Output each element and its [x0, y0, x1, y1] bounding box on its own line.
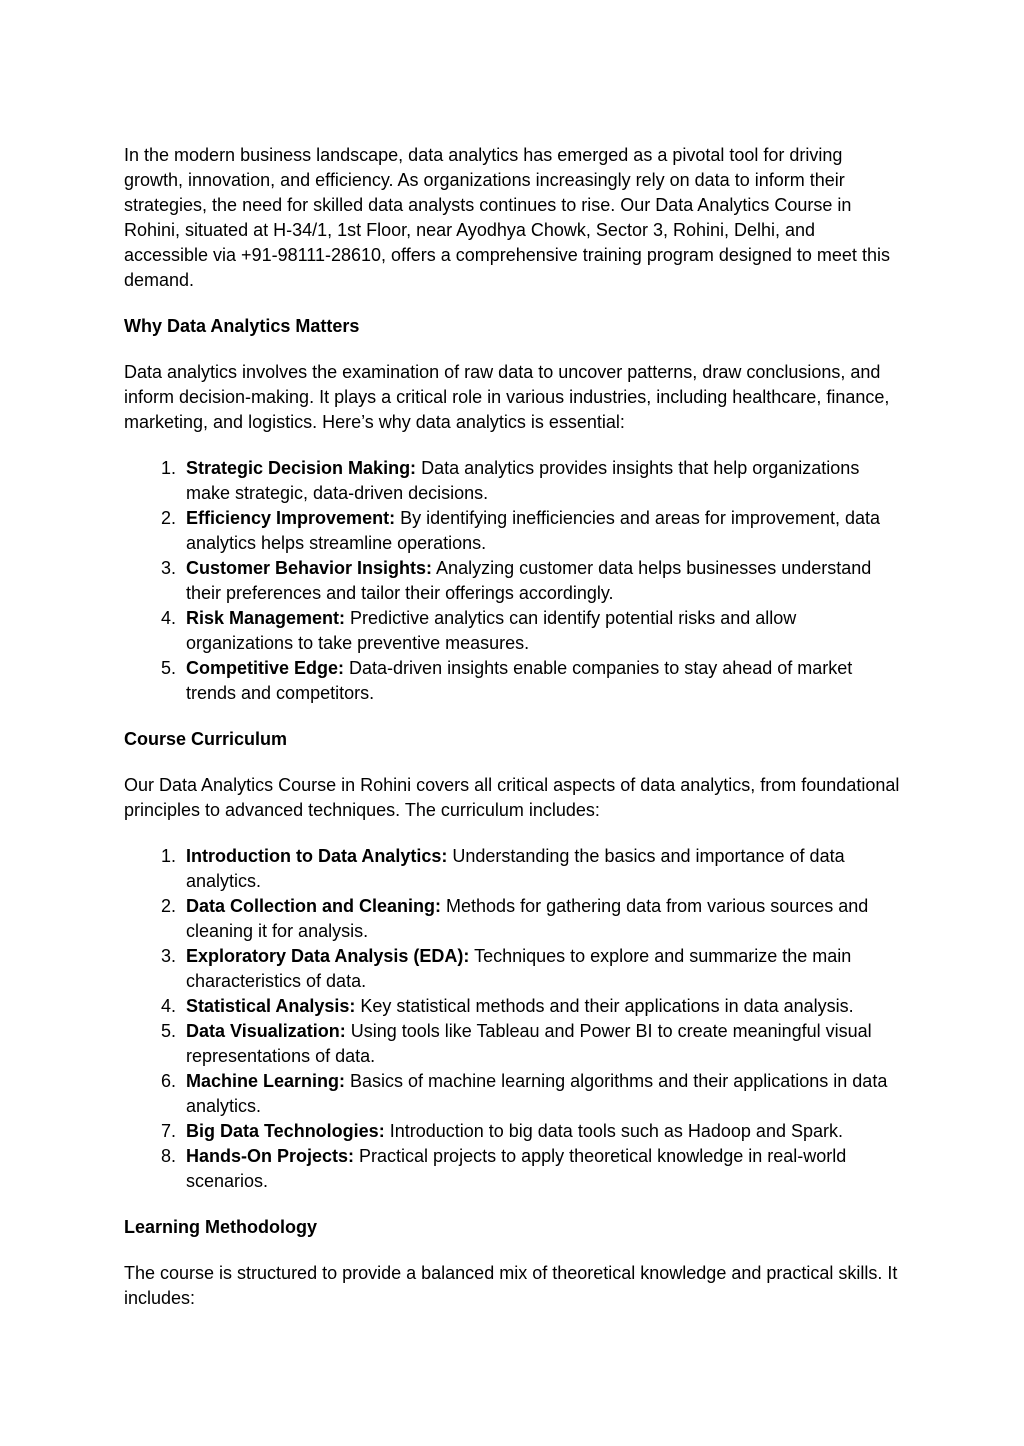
list-item-text: Analyzing customer data helps businesses understand their preferences and tailor their offerings accordingly. — [186, 558, 872, 603]
list-number: 5. — [160, 658, 176, 678]
list-item-term: Risk Management: — [186, 608, 346, 628]
list-item-text: Data analytics provides insights that help organizations make strategic, data-driven decisions. — [186, 458, 860, 503]
list-item — [124, 844, 904, 894]
list-item-term: Efficiency Improvement: — [186, 508, 396, 528]
list-number: 4. — [160, 608, 176, 628]
course-curriculum-list — [124, 844, 904, 1194]
list-number: 5. — [160, 1021, 176, 1041]
list-item — [124, 994, 904, 1019]
list-item-term: Competitive Edge: — [186, 658, 345, 678]
list-number: 2. — [160, 896, 176, 916]
list-number: 3. — [160, 946, 176, 966]
list-number: 4. — [160, 996, 176, 1016]
list-item — [124, 506, 904, 556]
list-item-text: Understanding the basics and importance of data analytics. — [186, 846, 845, 891]
intro-paragraph: In the modern business landscape, data analytics has emerged as a pivotal tool for driving growth, innovation, and efficiency. As organizations increasingly rely on data to inform their strategies, the need for skilled data analysts continues to rise. Our Data Analytics Course in Rohini, situated at H-34/1, 1st Floor, near Ayodhya Chowk, Sector 3, Rohini, Delhi, and accessible via +91-98111-28610, offers a comprehensive training program designed to meet this demand. — [124, 145, 890, 290]
list-number: 3. — [160, 558, 176, 578]
list-item — [124, 1144, 904, 1194]
list-item-term: Machine Learning: — [186, 1071, 346, 1091]
list-item-text: Using tools like Tableau and Power BI to create meaningful visual representations of data. — [186, 1021, 872, 1066]
list-item — [124, 456, 904, 506]
list-item-term: Introduction to Data Analytics: — [186, 846, 448, 866]
list-item-text: Basics of machine learning algorithms and their applications in data analytics. — [186, 1071, 888, 1116]
list-item-text: Introduction to big data tools such as Hadoop and Spark. — [384, 1121, 843, 1141]
list-item-term: Big Data Technologies: — [186, 1121, 385, 1141]
section-heading-course-curriculum: Course Curriculum — [124, 729, 288, 749]
section-paragraph-learning-methodology: The course is structured to provide a balanced mix of theoretical knowledge and practical skills. It includes: — [124, 1263, 898, 1308]
list-item-term: Statistical Analysis: — [186, 996, 356, 1016]
section-heading-learning-methodology: Learning Methodology — [124, 1217, 317, 1237]
list-item-text: Predictive analytics can identify potential risks and allow organizations to take preventive measures. — [186, 608, 797, 653]
list-item-text: By identifying inefficiencies and areas for improvement, data analytics helps streamline operations. — [186, 508, 880, 553]
list-item — [124, 1069, 904, 1119]
list-number: 1. — [160, 846, 176, 866]
why-data-analytics-list — [124, 456, 904, 706]
list-item-text: Data-driven insights enable companies to stay ahead of market trends and competitors. — [186, 658, 853, 703]
list-item — [124, 1019, 904, 1069]
list-item-term: Strategic Decision Making: — [186, 458, 417, 478]
list-item-text: Techniques to explore and summarize the main characteristics of data. — [186, 946, 852, 991]
list-item — [124, 944, 904, 994]
list-item-term: Hands-On Projects: — [186, 1146, 355, 1166]
document-page — [124, 143, 904, 1332]
list-item-term: Data Visualization: — [186, 1021, 346, 1041]
list-item — [124, 606, 904, 656]
list-item-text: Practical projects to apply theoretical knowledge in real-world scenarios. — [186, 1146, 847, 1191]
list-item — [124, 556, 904, 606]
list-item — [124, 656, 904, 706]
list-item-text: Key statistical methods and their applications in data analysis. — [355, 996, 854, 1016]
list-item-term: Exploratory Data Analysis (EDA): — [186, 946, 470, 966]
list-item-term: Data Collection and Cleaning: — [186, 896, 442, 916]
list-item — [124, 1119, 904, 1144]
list-item — [124, 894, 904, 944]
list-number: 6. — [160, 1071, 176, 1091]
list-item-text: Methods for gathering data from various sources and cleaning it for analysis. — [186, 896, 869, 941]
list-item-term: Customer Behavior Insights: — [186, 558, 433, 578]
list-number: 1. — [160, 458, 176, 478]
list-number: 7. — [160, 1121, 176, 1141]
list-number: 2. — [160, 508, 176, 528]
list-number: 8. — [160, 1146, 176, 1166]
section-paragraph-course-curriculum: Our Data Analytics Course in Rohini covers all critical aspects of data analytics, from foundational principles to advanced techniques. The curriculum includes: — [124, 775, 900, 820]
section-paragraph-why-data-analytics: Data analytics involves the examination of raw data to uncover patterns, draw conclusions, and inform decision-making. It plays a critical role in various industries, including healthcare, finance, marketing, and logistics. Here’s why data analytics is essential: — [124, 362, 890, 432]
section-heading-why-data-analytics: Why Data Analytics Matters — [124, 316, 360, 336]
